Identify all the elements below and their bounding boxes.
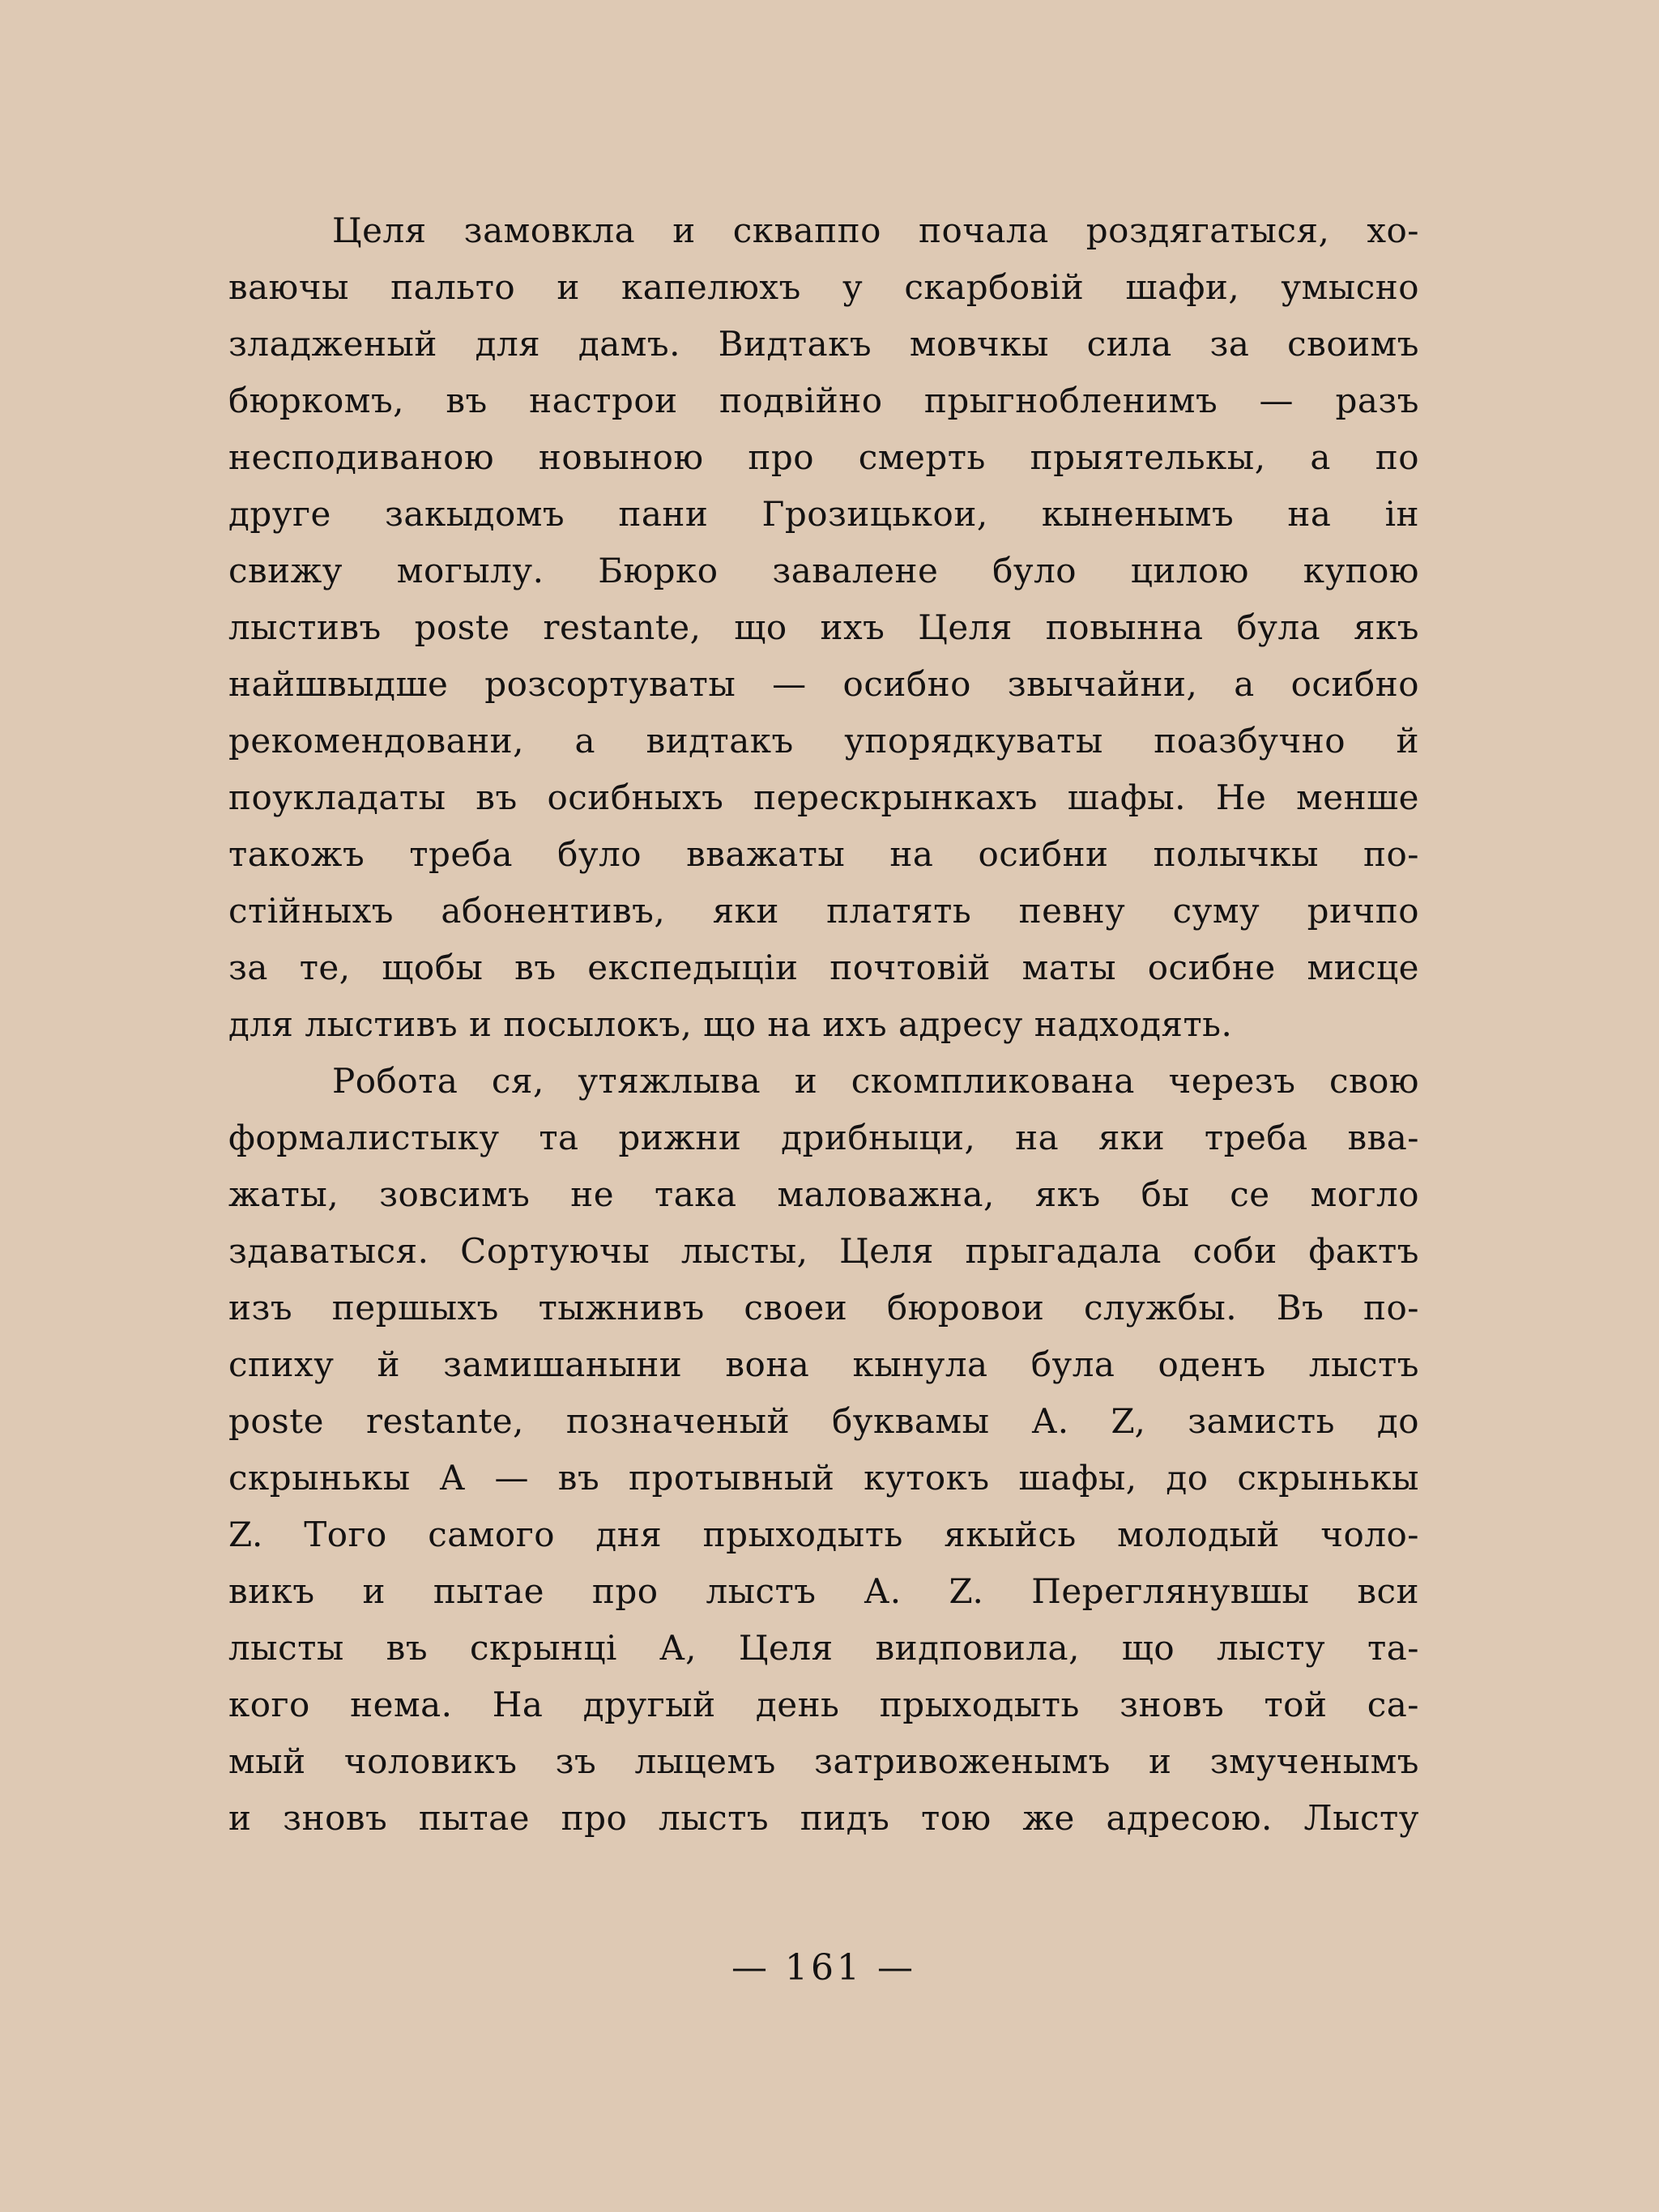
text-line: такожъ треба було вважаты на осибни полычкы по- bbox=[228, 834, 1419, 874]
text-line: формалистыку та рижни дрибныци, на яки треба вва- bbox=[228, 1118, 1419, 1157]
text-line: скрынькы А — въ протывный кутокъ шафы, до скрынькы bbox=[228, 1458, 1419, 1498]
text-line: спиху й замишаныни вона кынула була оденъ лыстъ bbox=[228, 1345, 1419, 1384]
text-line: викъ и пытае про лыстъ А. Z. Переглянувшы вси bbox=[228, 1571, 1419, 1611]
text-line: рекомендовани, а видтакъ упорядкуваты поазбучно й bbox=[228, 721, 1419, 761]
text-line: здаватыся. Сортуючы лысты, Целя прыгадала соби фактъ bbox=[228, 1231, 1419, 1271]
text-line: найшвыдше розсортуваты — осибно звычайни, а осибно bbox=[228, 664, 1419, 704]
text-line: и зновъ пытае про лыстъ пидъ тою же адресою. Лысту bbox=[228, 1798, 1419, 1838]
text-line: лыстивъ poste restante, що ихъ Целя повынна була якъ bbox=[228, 607, 1419, 647]
text-line: Z. Того самого дня прыходыть якыйсь молодый чоло- bbox=[228, 1515, 1419, 1554]
text-line: за те, щобы въ експедыціи почтовій маты осибне мисце bbox=[228, 948, 1419, 987]
text-line: Робота ся, утяжлыва и скомпликована черезъ свою bbox=[332, 1061, 1419, 1101]
text-line: стійныхъ абонентивъ, яки платять певну суму ричпо bbox=[228, 891, 1419, 931]
text-line: бюркомъ, въ настрои подвійно прыгнобленимъ — разъ bbox=[228, 381, 1419, 420]
text-line: ваючы пальто и капелюхъ у скарбовій шафи, умысно bbox=[228, 267, 1419, 307]
text-line: жаты, зовсимъ не така маловажна, якъ бы се могло bbox=[228, 1174, 1419, 1214]
text-line: зладженый для дамъ. Видтакъ мовчкы сила за своимъ bbox=[228, 324, 1419, 364]
text-line: мый чоловикъ зъ лыцемъ затривоженымъ и змученымъ bbox=[228, 1741, 1419, 1781]
text-line: свижу могылу. Бюрко завалене було цилою купою bbox=[228, 551, 1419, 590]
text-line: кого нема. На другый день прыходыть зновъ той са- bbox=[228, 1685, 1419, 1724]
text-line: лысты въ скрынці А, Целя видповила, що лысту та- bbox=[228, 1628, 1419, 1668]
text-line: несподиваною новыною про смерть прыятелькы, а по bbox=[228, 437, 1419, 477]
text-line: poste restante, позначеный буквамы А. Z, замисть до bbox=[228, 1401, 1419, 1441]
text-line: Целя замовкла и скваппо почала роздягатыся, хо- bbox=[332, 211, 1419, 250]
book-page bbox=[228, 207, 1419, 2207]
page-number: — 161 — bbox=[731, 1947, 916, 1988]
text-line: для лыстивъ и посылокъ, що на ихъ адресу надходять. bbox=[228, 1004, 1233, 1044]
text-line: друге закыдомъ пани Грозицькои, кыненымъ на ін bbox=[228, 494, 1419, 534]
text-line: поукладаты въ осибныхъ перескрынкахъ шафы. Не менше bbox=[228, 778, 1419, 817]
text-line: изъ першыхъ тыжнивъ своеи бюровои службы. Въ по- bbox=[228, 1288, 1419, 1328]
